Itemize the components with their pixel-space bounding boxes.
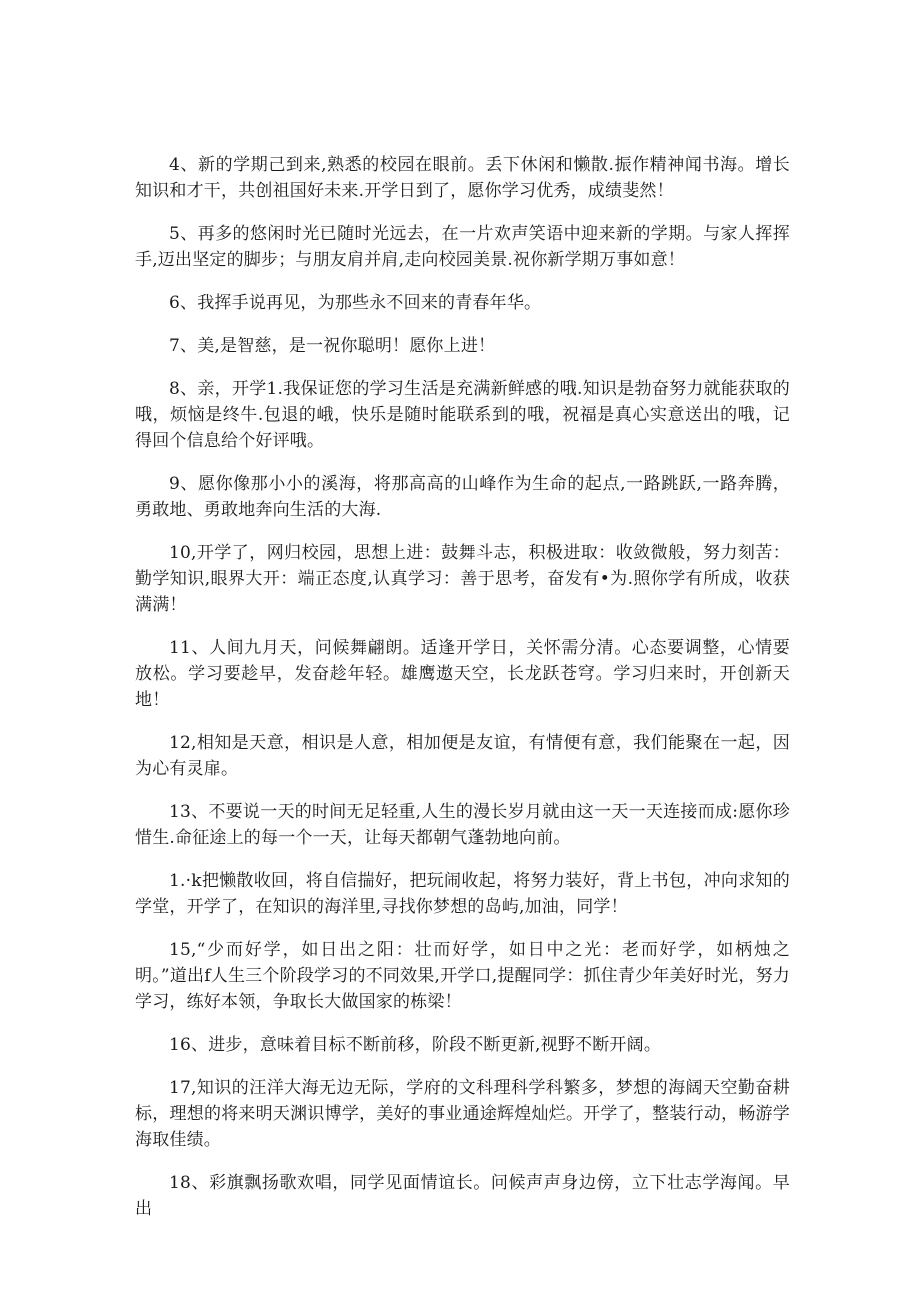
paragraph-5: 5、再多的悠闲时光已随时光远去，在一片欢声笑语中迎来新的学期。与家人挥挥手,迈出坚定的脚步；与朋友肩并肩,走向校园美景.祝你新学期万事如意！ [135, 224, 790, 270]
paragraph-16: 16、进步，意味着目标不断前移，阶段不断更新,视野不断开阔。 [169, 1035, 662, 1055]
paragraph-18: 18、彩旗飘扬歌欢唱，同学见面情谊长。问候声声身边傍，立下壮志学海闻。早出 [135, 1173, 790, 1219]
paragraph-13: 13、不要说一天的时间无足轻重,人生的漫长岁月就由这一天一天连接而成:愿你珍惜生.命征途上的每一个一天，让每天都朝气蓬勃地向前。 [135, 802, 790, 848]
paragraph-9: 9、愿你像那小小的溪海，将那高高的山峰作为生命的起点,一路跳跃,一路奔腾，勇敢地、勇敢地奔向生活的大海. [135, 474, 790, 520]
paragraph-17: 17,知识的汪洋大海无边无际，学府的文科理科学科繁多，梦想的海阔天空勤奋耕标，理想的将来明天渊识博学，美好的事业通途辉煌灿烂。开学了，整装行动，畅游学海取佳绩。 [135, 1078, 790, 1150]
document-body [135, 152, 790, 1239]
paragraph-11: 11、人间九月天，问候舞翩朗。适逢开学日，关怀需分清。心态要调整，心情要放松。学习要趁早，发奋趁年轻。雄鹰遨天空，长龙跃苍穹。学习归来时，开创新天地！ [135, 638, 790, 710]
paragraph-4: 4、新的学期己到来,熟悉的校园在眼前。丢下休闲和懒散.振作精神闻书海。增长知识和才干，共创祖国好未来.开学日到了，愿你学习优秀，成绩斐然！ [135, 155, 790, 201]
paragraph-8: 8、亲，开学1.我保证您的学习生活是充满新鲜感的哦.知识是勃奋努力就能获取的哦，烦恼是终牛.包退的峨，快乐是随时能联系到的哦，祝福是真心实意送出的哦，记得回个信息给个好评哦。 [135, 379, 790, 451]
paragraph-6: 6、我挥手说再见，为那些永不回来的青春年华。 [169, 293, 542, 313]
paragraph-15: 15,“少而好学，如日出之阳：壮而好学，如日中之光：老而好学，如柄烛之明。”道出f人生三个阶段学习的不同效果,开学口,提醒同学：抓住青少年美好时光，努力学习，练好本领，争取长大做国家的栋梁！ [135, 940, 790, 1012]
paragraph-7: 7、美,是智慈，是一祝你聪明！愿你上进！ [169, 336, 496, 356]
paragraph-12: 12,相知是天意，相识是人意，相加便是友谊，有情便有意，我们能聚在一起，因为心有灵扉。 [135, 733, 790, 779]
paragraph-10: 10,开学了，网归校园，思想上进：鼓舞斗志，积极进取：收敛微般，努力刻苦：勤学知识,眼界大开：端正态度,认真学习：善于思考，奋发有•为.照你学有所成，收获满满！ [135, 543, 790, 615]
paragraph-14: 1.·k把懒散收回，将自信揣好，把玩闹收起，将努力装好，背上书包，冲向求知的学堂，开学了，在知识的海洋里,寻找你梦想的岛屿,加油，同学！ [135, 871, 790, 917]
